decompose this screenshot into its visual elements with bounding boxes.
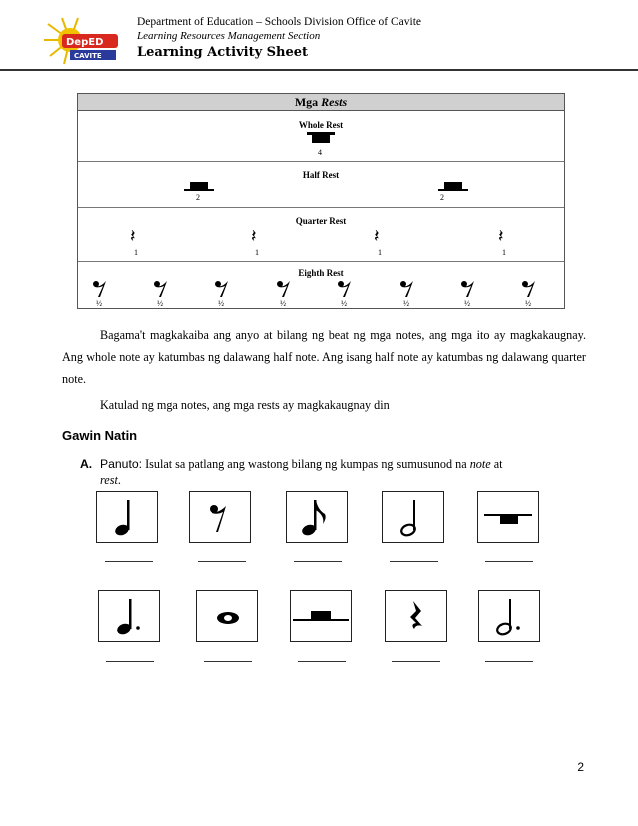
eighth-rest-beat: ½	[341, 299, 347, 308]
dotted-quarter-note-icon	[99, 591, 159, 641]
whole-rest-block	[312, 134, 330, 143]
panuto-text: Isulat sa patlang ang wastong bilang ng kumpas ng sumusunod na	[142, 457, 470, 471]
header-divider	[0, 69, 638, 71]
answer-blank[interactable]	[198, 561, 246, 562]
eighth-rest-beat: ½	[218, 299, 224, 308]
half-note-box	[382, 491, 444, 543]
eighth-rest-beat: ½	[280, 299, 286, 308]
eighth-rest-label: Eighth Rest	[298, 268, 344, 278]
document-title: Learning Activity Sheet	[137, 45, 309, 60]
quarter-rest-icon: 𝄽	[251, 226, 257, 247]
whole-rest-icon	[478, 492, 538, 542]
answer-blank[interactable]	[298, 661, 346, 662]
half-rest-icon	[190, 182, 208, 189]
quarter-rest-beat: 1	[378, 248, 382, 257]
whole-rest-box	[477, 491, 539, 543]
eighth-rest-beat: ½	[157, 299, 163, 308]
answer-blank[interactable]	[390, 561, 438, 562]
eighth-rest-row	[78, 262, 564, 309]
whole-rest-row	[78, 110, 564, 162]
eighth-rest-icon	[190, 492, 250, 542]
whole-rest-beat: 4	[318, 148, 322, 157]
quarter-note-icon	[97, 492, 157, 542]
whole-note-box	[196, 590, 258, 642]
half-rest-line	[184, 189, 214, 191]
quarter-note-box	[96, 491, 158, 543]
eighth-note-icon	[287, 492, 347, 542]
quarter-rest-beat: 1	[502, 248, 506, 257]
paragraph-1: Bagama't magkakaiba ang anyo at bilang ng beat ng mga notes, ang mga ito ay magkakaugnay. Ang whole note ay katumbas ng dalawang half note. Ang isang half note ay katumbas ng dalawang quarter note.	[62, 328, 586, 386]
gawin-natin-heading: Gawin Natin	[62, 428, 138, 443]
whole-rest-label: Whole Rest	[298, 120, 344, 130]
eighth-rest-box	[189, 491, 251, 543]
dotted-half-note-box	[478, 590, 540, 642]
answer-blank[interactable]	[106, 661, 154, 662]
at-word: at	[490, 457, 503, 471]
half-rest-box	[290, 590, 352, 642]
quarter-rest-icon: 𝄽	[498, 226, 504, 247]
dotted-quarter-note-box	[98, 590, 160, 642]
dotted-half-note-icon	[479, 591, 539, 641]
panuto-instruction: A. Panuto: Isulat sa patlang ang wastong bilang ng kumpas ng sumusunod na note at rest.	[80, 457, 503, 487]
quarter-rest-icon	[386, 591, 446, 641]
paragraph-2: Katulad ng mga notes, ang mga rests ay magkakaugnay din	[100, 398, 390, 412]
deped-cavite-logo	[40, 14, 122, 66]
half-rest-line	[438, 189, 468, 191]
section-line: Learning Resources Management Section	[137, 30, 321, 42]
quarter-rest-icon: 𝄽	[130, 226, 136, 247]
quarter-rest-row	[78, 208, 564, 262]
svg-text:CAVITE: CAVITE	[74, 52, 102, 60]
whole-note-icon	[197, 591, 257, 641]
eighth-rest-beat: ½	[96, 299, 102, 308]
answer-blank[interactable]	[105, 561, 153, 562]
eighth-rest-beat: ½	[525, 299, 531, 308]
half-note-icon	[383, 492, 443, 542]
answer-blank[interactable]	[204, 661, 252, 662]
quarter-rest-beat: 1	[255, 248, 259, 257]
half-rest-label: Half Rest	[302, 170, 340, 180]
answer-blank[interactable]	[294, 561, 342, 562]
panuto-label: Panuto:	[100, 457, 143, 471]
eighth-rest-beat: ½	[464, 299, 470, 308]
note-word: note	[469, 457, 491, 471]
rest-word: rest	[100, 473, 118, 487]
half-rest-beat: 2	[196, 193, 200, 202]
page-number: 2	[577, 760, 584, 774]
answer-blank[interactable]	[392, 661, 440, 662]
half-rest-icon	[291, 591, 351, 641]
quarter-rest-icon: 𝄽	[374, 226, 380, 247]
department-line: Department of Education – Schools Division Office of Cavite	[137, 16, 422, 28]
eighth-note-box	[286, 491, 348, 543]
answer-blank[interactable]	[485, 661, 533, 662]
item-letter: A.	[80, 457, 93, 471]
half-rest-beat: 2	[440, 193, 444, 202]
eighth-rest-beat: ½	[403, 299, 409, 308]
answer-blank[interactable]	[485, 561, 533, 562]
svg-text:DepED: DepED	[66, 37, 104, 48]
half-rest-row	[78, 162, 564, 208]
rests-table	[77, 93, 565, 309]
quarter-rest-label: Quarter Rest	[295, 216, 347, 226]
half-rest-icon	[444, 182, 462, 189]
rests-table-title: Mga Rests	[78, 94, 564, 111]
quarter-rest-beat: 1	[134, 248, 138, 257]
quarter-rest-box	[385, 590, 447, 642]
